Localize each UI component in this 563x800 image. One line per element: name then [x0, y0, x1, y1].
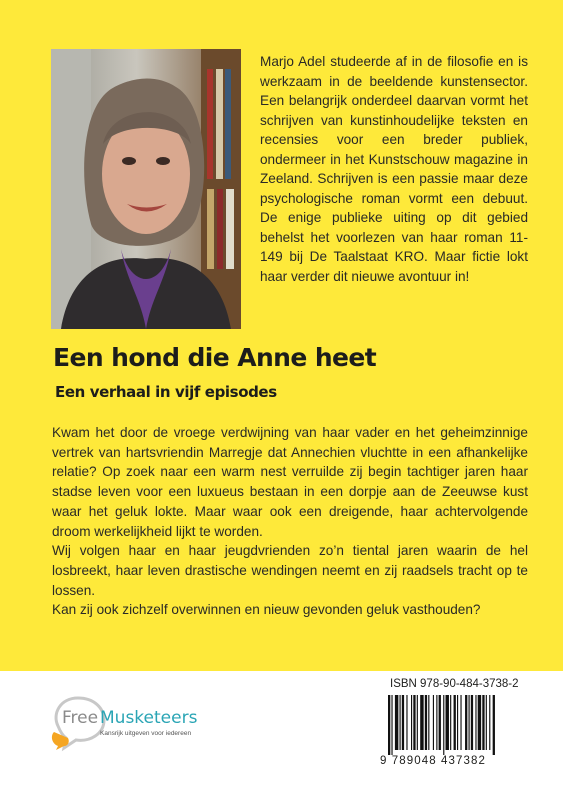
barcode-bar	[454, 695, 456, 750]
isbn-label: ISBN 978-90-484-3738-2	[390, 678, 519, 690]
author-portrait-image	[51, 49, 241, 329]
barcode-bar	[475, 695, 476, 750]
barcode-digits: 9 789048 437382	[380, 755, 487, 767]
barcode-bar	[388, 695, 390, 755]
barcode-bar	[471, 695, 473, 750]
blurb-paragraph: Kan zij ook zichzelf overwinnen en nieuw gevonden geluk vasthouden?	[52, 602, 481, 618]
barcode-bar	[465, 695, 467, 750]
barcode-bar	[450, 695, 451, 750]
barcode-icon	[386, 695, 536, 755]
author-bio: Marjo Adel studeerde af in de filosofie en is werkzaam in de beeldende kunstensector. Een belangrijk onderdeel daarvan vormt het schrijven van kunstinhoudelijke teksten en recensies voor een breder publiek, ondermeer in het Kunstschouw magazine in Zeeland. Schrijven is een passie maar deze psychologische roman vormt een debuut. De enige publieke uiting op dit gebied behelst het voorlezen van haar roman 11-149 bij De Taalstaat KRO. Maar fictie lokt haar verder dit nieuwe avontuur in!	[260, 54, 528, 284]
barcode-bar	[406, 695, 407, 750]
barcode-bar	[433, 695, 434, 750]
publisher-name-musketeers: Musketeers	[100, 708, 198, 728]
barcode-bar	[469, 695, 470, 750]
barcode-bar	[436, 695, 437, 750]
isbn-block	[376, 672, 537, 775]
barcode-bar	[425, 695, 427, 750]
barcode-bar	[413, 695, 415, 750]
blurb-paragraph: Wij volgen haar en haar jeugdvrienden zo’n tiental jaren waarin de hel losbreekt, haar leven drastische wendingen neemt en zij raadsels tracht op te lossen.	[52, 543, 528, 598]
barcode-bar	[395, 695, 398, 750]
barcode-bar	[420, 695, 423, 750]
book-title: Een hond die Anne heet	[53, 343, 377, 372]
author-photo	[51, 49, 241, 329]
barcode-bar	[391, 695, 392, 755]
publisher-logo	[48, 692, 248, 752]
barcode-bar	[482, 695, 484, 750]
barcode-bar	[443, 695, 444, 755]
publisher-tagline: Kansrijk uitgeven voor iedereen	[100, 730, 192, 737]
barcode-bar	[411, 695, 412, 750]
barcode-bar	[478, 695, 481, 750]
barcode-bar	[417, 695, 418, 750]
publisher-name-free: Free	[62, 708, 99, 728]
barcode-bar	[428, 695, 429, 750]
barcode-bar	[493, 695, 495, 755]
book-subtitle: Een verhaal in vijf episodes	[55, 383, 277, 401]
barcode-bar	[446, 695, 449, 750]
barcode-bar	[489, 695, 490, 750]
blurb-paragraph: Kwam het door de vroege verdwijning van haar vader en het geheimzinnige vertrek van hartsvriendin Marregje dat Annechien vluchtte in een afhankelijke relatie? Op zoek naar een warm nest verruilde zij begin tachtiger jaren haar stadse leven voor een luxueus bestaan in een dorpje aan de Zeeuwse kust waar het geluk lokte. Maar waar ook een dreigende, haar achtervolgende droom werkelijkheid lijkt te worden.	[52, 425, 528, 539]
barcode-bar	[439, 695, 441, 750]
barcode-bar	[486, 695, 487, 750]
barcode-bar	[460, 695, 461, 750]
book-blurb	[52, 423, 528, 620]
barcode-bar	[402, 695, 404, 750]
barcode-bar	[457, 695, 458, 750]
barcode-bar	[400, 695, 401, 750]
